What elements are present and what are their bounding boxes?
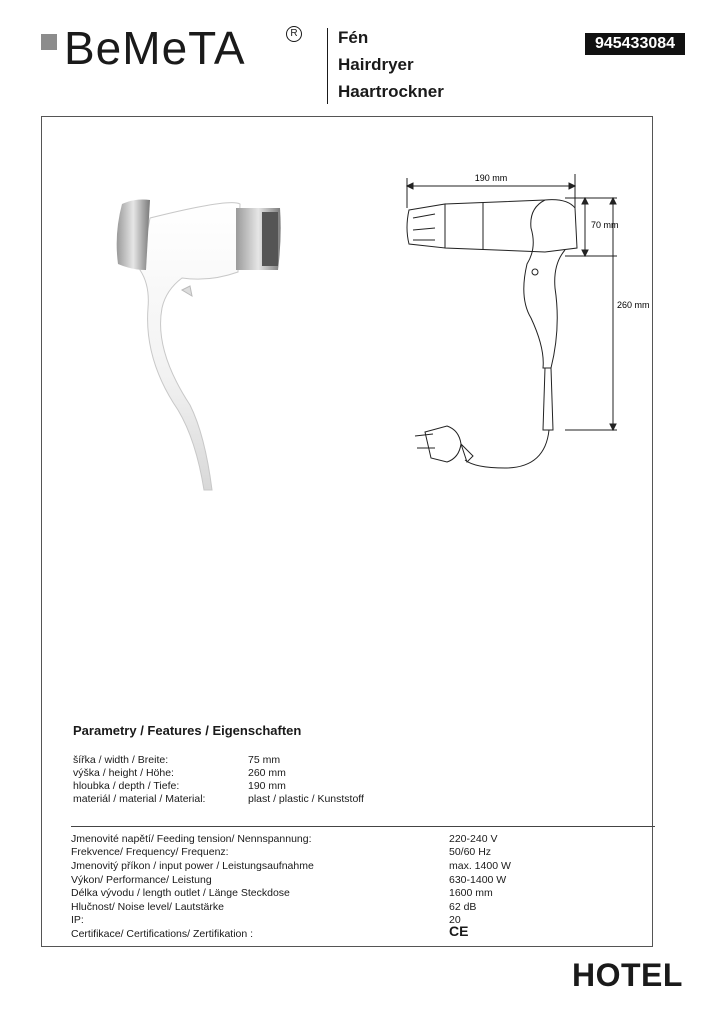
logo-square [41, 34, 57, 50]
spec-label: Výkon/ Performance/ Leistung [71, 874, 212, 886]
product-code: 945433084 [585, 33, 685, 55]
feature-label: hloubka / depth / Tiefe: [73, 780, 180, 792]
depth-dimension-label: 70 mm [591, 220, 619, 230]
features-title: Parametry / Features / Eigenschaften [73, 723, 302, 738]
category-label: HOTEL [572, 957, 683, 993]
spec-label: Hlučnost/ Noise level/ Lautstärke [71, 901, 224, 913]
ce-mark-icon: CE [449, 923, 469, 939]
spec-value: 220-240 V [449, 833, 498, 845]
feature-label: materiál / material / Material: [73, 793, 206, 805]
spec-value: 20 [449, 914, 461, 926]
product-titles [338, 24, 444, 105]
spec-label: Certifikace/ Certifications/ Zertifikation : [71, 928, 254, 940]
header-divider [327, 28, 328, 104]
spec-label: Jmenovité napětí/ Feeding tension/ Nennspannung: [71, 833, 312, 845]
spec-value: 630-1400 W [449, 874, 507, 886]
product-title-de: Haartrockner [338, 82, 444, 101]
spec-value: 62 dB [449, 901, 477, 913]
product-title-cz: Fén [338, 28, 369, 47]
height-dimension-label: 260 mm [617, 300, 650, 310]
feature-value: plast / plastic / Kunststoff [248, 793, 364, 805]
spec-value: 1600 mm [449, 887, 493, 899]
feature-label: šířka / width / Breite: [73, 754, 169, 766]
spec-label: Frekvence/ Frequency/ Frequenz: [71, 846, 229, 858]
registered-mark-icon: R [286, 26, 302, 42]
spec-label: Délka vývodu / length outlet / Länge Steckdose [71, 887, 290, 899]
product-title-en: Hairdryer [338, 55, 414, 74]
technical-drawing [395, 168, 650, 488]
spec-value: 50/60 Hz [449, 846, 492, 858]
feature-value: 260 mm [248, 767, 286, 779]
brand-logo: BeMeTA [64, 22, 246, 74]
spec-label: IP: [71, 914, 84, 926]
width-dimension-label: 190 mm [474, 173, 508, 183]
spec-value: max. 1400 W [449, 860, 511, 872]
hairdryer-photo [110, 190, 300, 500]
spec-label: Jmenovitý příkon / input power / Leistungsaufnahme [71, 860, 314, 872]
feature-value: 190 mm [248, 780, 286, 792]
section-divider [71, 826, 655, 827]
feature-value: 75 mm [248, 754, 281, 766]
feature-label: výška / height / Höhe: [73, 767, 174, 779]
